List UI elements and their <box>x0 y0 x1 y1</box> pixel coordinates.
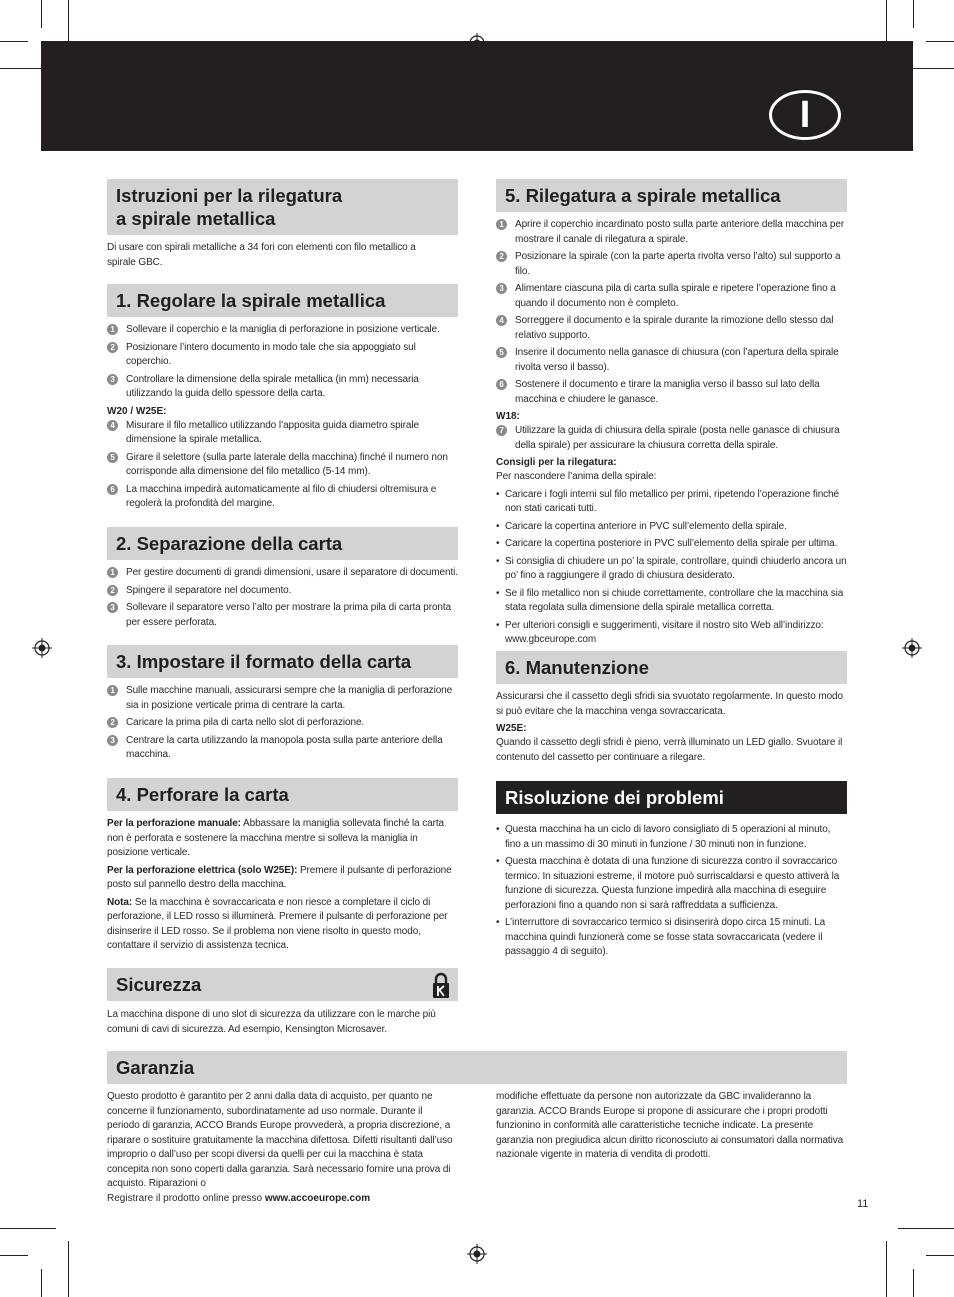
list-item: • Per ulteriori consigli e suggerimenti, visitare il nostro sito Web all’indirizzo: www.gbceurope.com <box>496 619 824 645</box>
list-item: 4 Misurare il filo metallico utilizzando l’apposita guida diametro spirale dimensione la spirale metallica. <box>107 419 458 448</box>
maintenance-text-2: Quando il cassetto degli sfridi è pieno, verrà illuminato un LED giallo. Svuotare il contenuto del cassetto per continuare a rilegare. <box>496 737 843 763</box>
crop-mark <box>0 41 28 42</box>
tips-intro: Per nascondere l’anima della spirale: <box>496 471 657 482</box>
step-number-icon: 3 <box>107 374 118 385</box>
section-title: 5. Rilegatura a spirale metallica <box>496 179 847 212</box>
section-warranty <box>107 1051 847 1195</box>
step-number-icon: 2 <box>107 717 118 728</box>
section-safety <box>107 968 458 1040</box>
register-link[interactable]: www.accoeurope.com <box>264 1193 371 1204</box>
model-subheading: W20 / W25E: <box>107 405 167 417</box>
step-number-icon: 5 <box>496 347 507 358</box>
crop-mark <box>41 0 42 28</box>
list-item: 7 Utilizzare la guida di chiusura della spirale (posta nelle ganasce di chiusura della spirale) per assicurare la chiusura corretta della spirale. <box>496 424 847 453</box>
list-item: 3 Controllare la dimensione della spirale metallica (in mm) necessaria utilizzando la guida dello spessore della carta. <box>107 373 458 402</box>
step-number-icon: 1 <box>107 685 118 696</box>
list-item: • Questa macchina ha un ciclo di lavoro consigliato di 5 operazioni al minuto, fino a un massimo di 30 minuti in funzione / 30 minuti non in funzione. <box>496 824 831 850</box>
crop-mark <box>926 1255 954 1256</box>
note-text: Nota: Se la macchina è sovraccaricata e non riesce a completare il ciclo di perforazione, il LED rosso si illuminerà. Premere il pulsante di perforazione per disinserire il LED rosso. Se il problema non viene risolto in questo modo, contattare il servizio di assistenza tecnica. <box>107 896 448 951</box>
intro-title: Istruzioni per la rilegatura a spirale metallica <box>107 179 458 235</box>
list-item: • Questa macchina è dotata di una funzione di sicurezza contro il sovraccarico termico. In situazioni estreme, il motore può surriscaldarsi e questo attiverà la funzione di sicurezza. Questa funzione impedirà alla macchina di eseguire perforazioni fino a quando non si sarà raffreddata a sufficienza. <box>496 856 840 911</box>
list-item: • Caricare la copertina anteriore in PVC sull’elemento della spirale. <box>496 520 787 532</box>
list-item: 1 Sollevare il coperchio e la maniglia di perforazione in posizione verticale. <box>107 323 458 338</box>
step-number-icon: 2 <box>107 585 118 596</box>
list-item: • Caricare i fogli interni sul filo metallico per primi, ripetendo l’operazione finché non stati caricati tutti. <box>496 488 839 514</box>
list-item: 2 Posizionare la spirale (con la parte aperta rivolta verso l’alto) sul supporto a filo. <box>496 250 847 279</box>
section-title: 2. Separazione della carta <box>107 527 458 560</box>
registration-mark-icon <box>467 1244 487 1264</box>
list-item: 4 Sorreggere il documento e la spirale durante la rimozione dello stesso dal relativo supporto. <box>496 314 847 343</box>
crop-mark <box>68 1241 69 1297</box>
crop-mark <box>926 41 954 42</box>
list-item: 6 Sostenere il documento e tirare la maniglia verso il basso sul lato della macchina e chiudere le ganasce. <box>496 378 847 407</box>
list-item: 6 La macchina impedirà automaticamente al filo di chiudersi oltremisura e regolerà la profondità del margine. <box>107 483 458 512</box>
section-wire-binding <box>496 179 847 651</box>
section-title: Sicurezza <box>107 968 458 1001</box>
electric-punch-text: Per la perforazione elettrica (solo W25E): Premere il pulsante di perforazione posto sul pannello destro della macchina. <box>107 864 452 890</box>
section-adjust-wire <box>107 284 458 515</box>
section-title: 6. Manutenzione <box>496 651 847 684</box>
section-punch-paper <box>107 778 458 957</box>
crop-mark <box>0 1255 28 1256</box>
list-item: 3 Centrare la carta utilizzando la manopola posta sulla parte anteriore della macchina. <box>107 734 458 763</box>
language-badge: I <box>769 90 841 140</box>
list-item: 5 Girare il selettore (sulla parte laterale della macchina) finché il numero non corrisponde alla dimensione del filo metallico (5-14 mm). <box>107 451 458 480</box>
step-number-icon: 1 <box>107 324 118 335</box>
list-item: • Se il filo metallico non si chiude correttamente, controllare che la macchina sia stata regolata sulla dimensione della spirale metallica corretta. <box>496 587 844 613</box>
step-number-icon: 1 <box>496 219 507 230</box>
section-title: 3. Impostare il formato della carta <box>107 645 458 678</box>
safety-text: La macchina dispone di uno slot di sicurezza da utilizzare con le marche più comuni di cavi di sicurezza. Ad esempio, Kensington Microsaver. <box>107 1009 436 1035</box>
list-item: 5 Inserire il documento nella ganasce di chiusura (con l’apertura della spirale rivolta verso il basso). <box>496 346 847 375</box>
warranty-text-col2: modifiche effettuate da persone non autorizzate da GBC invalideranno la garanzia. ACCO Brands Europe si propone di assicurare che i propri prodotti funzionino in conformità alle caratteristiche tecniche indicate. La presente garanzia non pregiudica alcun diritto riconosciuto ai consumatori dalla normativa nazionale vigente in materia di vendita di prodotti. <box>496 1091 844 1160</box>
step-number-icon: 2 <box>496 251 507 262</box>
crop-mark <box>0 1228 56 1229</box>
section-paper-separation <box>107 527 458 633</box>
intro-section <box>107 179 458 273</box>
list-item: 1 Per gestire documenti di grandi dimensioni, usare il separatore di documenti. <box>107 566 458 581</box>
section-title: 1. Regolare la spirale metallica <box>107 284 458 317</box>
list-item: 2 Spingere il separatore nel documento. <box>107 584 458 599</box>
section-title: Risoluzione dei problemi <box>496 781 847 814</box>
warranty-columns <box>107 1090 847 1195</box>
registration-mark-icon <box>32 638 52 658</box>
section-title: 4. Perforare la carta <box>107 778 458 811</box>
step-number-icon: 4 <box>496 315 507 326</box>
list-item: • Si consiglia di chiudere un po’ la spirale, controllare, quindi chiuderlo ancora un po’ fino a raggiungere il grado di chiusura desiderato. <box>496 555 847 581</box>
section-paper-format <box>107 645 458 766</box>
crop-mark <box>913 0 914 28</box>
list-item: • L’interruttore di sovraccarico termico si disinserirà dopo circa 15 minuti. La macchina quindi funzionerà come se fosse stata sovraccaricata (vedere il passaggio 4 di seguito). <box>496 917 826 957</box>
footer-register: Registrare il prodotto online presso www.accoeurope.com <box>107 1193 371 1204</box>
step-number-icon: 3 <box>496 283 507 294</box>
intro-text: Di usare con spirali metalliche a 34 fori con elementi con filo metallico a spirale GBC. <box>107 242 416 268</box>
model-subheading: W18: <box>496 411 520 422</box>
list-item: 3 Sollevare il separatore verso l’alto per mostrare la prima pila di carta pronta per essere perforata. <box>107 601 458 630</box>
registration-mark-icon <box>902 638 922 658</box>
list-item: • Caricare la copertina posteriore in PVC sull’elemento della spirale per ultima. <box>496 538 838 549</box>
manual-punch-text: Per la perforazione manuale: Abbassare la maniglia sollevata finché la carta non è perforata e sostenere la macchina mentre si solleva la maniglia in posizione verticale. <box>107 818 445 858</box>
model-subheading: W25E: <box>496 723 527 734</box>
crop-mark <box>913 1269 914 1297</box>
step-number-icon: 6 <box>107 484 118 495</box>
step-number-icon: 3 <box>107 735 118 746</box>
list-item: 3 Alimentare ciascuna pila di carta sulla spirale e ripetere l’operazione fino a quando il documento non è completo. <box>496 282 847 311</box>
step-number-icon: 2 <box>107 342 118 353</box>
section-troubleshooting <box>496 781 847 963</box>
step-number-icon: 3 <box>107 602 118 613</box>
crop-mark <box>886 1241 887 1297</box>
step-number-icon: 4 <box>107 420 118 431</box>
step-number-icon: 6 <box>496 379 507 390</box>
section-title: Garanzia <box>107 1051 847 1084</box>
section-maintenance <box>496 651 847 768</box>
list-item: 2 Posizionare l’intero documento in modo tale che sia appoggiato sul coperchio. <box>107 341 458 370</box>
crop-mark <box>898 1228 954 1229</box>
crop-mark <box>41 1269 42 1297</box>
list-item: 1 Sulle macchine manuali, assicurarsi sempre che la maniglia di perforazione sia in posizione verticale prima di centrare la carta. <box>107 684 458 713</box>
list-item: 2 Caricare la prima pila di carta nello slot di perforazione. <box>107 716 458 731</box>
warranty-text-col1: Questo prodotto è garantito per 2 anni dalla data di acquisto, per quanto ne concerne il funzionamento, subordinatamente ad uso normale. Durante il periodo di garanzia, ACCO Brands Europe provvederà, a propria discrezione, a riparare o sostituire gratuitamente la macchina difettosa. Difetti risultanti dall’uso improprio o dall’uso per scopi diversi da quelli per cui la macchina è stata concepita non sono coperti dalla garanzia. Sarà necessario fornire una prova di acquisto. Riparazioni o <box>107 1091 453 1189</box>
step-number-icon: 5 <box>107 452 118 463</box>
maintenance-text: Assicurarsi che il cassetto degli sfridi sia svuotato regolarmente. In questo modo si può evitare che la macchina venga sovraccaricata. <box>496 691 843 717</box>
step-number-icon: 1 <box>107 567 118 578</box>
tips-title: Consigli per la rilegatura: <box>496 457 617 468</box>
step-number-icon: 7 <box>496 425 507 436</box>
page-number: 11 <box>857 1198 869 1210</box>
kensington-lock-icon <box>432 972 450 999</box>
list-item: 1 Aprire il coperchio incardinato posto sulla parte anteriore della macchina per mostrare il canale di rilegatura a spirale. <box>496 218 847 247</box>
